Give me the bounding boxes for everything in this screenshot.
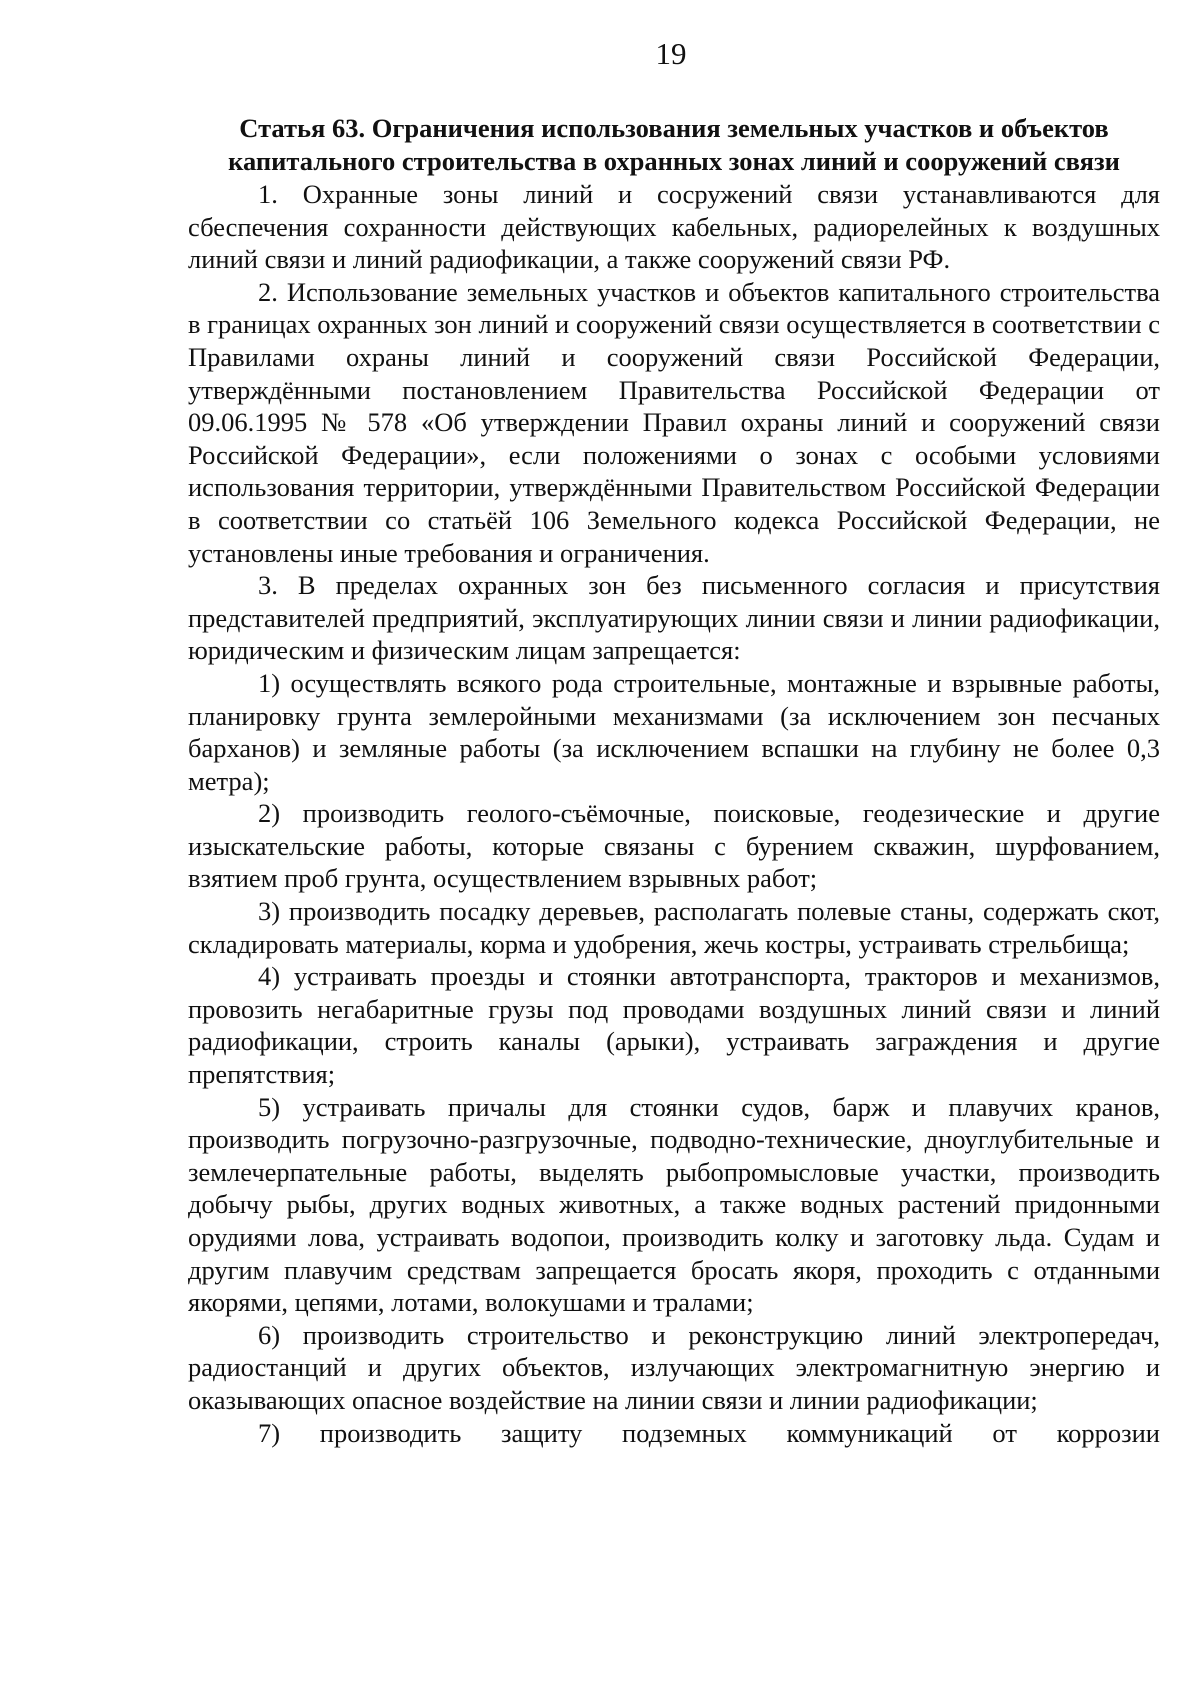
- article-title: [188, 112, 1160, 178]
- list-item-2: 2) производить геолого-съёмочные, поисковые, геодезические и другие изыскательские работы, которые связаны с бурением скважин, шурфованием, взятием проб грунта, осуществлением взрывных работ;: [188, 798, 1160, 894]
- list-item-1: 1) осуществлять всякого рода строительные, монтажные и взрывные работы, планировку грунта землеройными механизмами (за исключением зон песчаных барханов) и земляные работы (за исключением вспашки на глубину не более 0,3 метра);: [188, 667, 1160, 796]
- list-item-3: 3) производить посадку деревьев, располагать полевые станы, содержать скот, складировать материалы, корма и удобрения, жечь костры, устраивать стрельбища;: [188, 896, 1160, 959]
- list-item-6: 6) производить строительство и реконструкцию линий электропередач, радиостанций и других объектов, излучающих электромагнитную энергию и оказывающих опасное воздействие на линии связи и линии радиофикации;: [188, 1319, 1160, 1415]
- article-title-line-1: Статья 63. Ограничения использования земельных участков и объектов: [239, 113, 1109, 143]
- list-item-7: 7) производить защиту подземных коммуникаций от коррозии: [258, 1417, 1160, 1448]
- paragraph-1: 1. Охранные зоны линий и сосружений связи устанавливаются для сбеспечения сохранности действующих кабельных, радиорелейных к воздушных линий связи и линий радиофикации, а также сооружений связи РФ.: [188, 179, 1160, 275]
- list-item-4: 4) устраивать проезды и стоянки автотранспорта, тракторов и механизмов, провозить негабаритные грузы под проводами воздушных линий связи и линий радиофикации, строить каналы (арыки), устраивать заграждения и другие препятствия;: [188, 961, 1160, 1090]
- article-body: [188, 112, 1160, 1449]
- paragraph-3: 3. В пределах охранных зон без письменного согласия и присутствия представителей предприятий, эксплуатирующих линии связи и линии радиофикации, юридическим и физическим лицам запрещается:: [188, 570, 1160, 666]
- article-title-line-2: капитального строительства в охранных зонах линий и сооружений связи: [228, 146, 1120, 176]
- list-item-5: 5) устраивать причалы для стоянки судов, барж и плавучих кранов, производить погрузочно-разгрузочные, подводно-технические, дноуглубительные и землечерпательные работы, выделять рыбопромысловые участки, производить добычу рыбы, других водных животных, а также водных растений придонными орудиями лова, устраивать водопои, производить колку и заготовку льда. Судам и другим плавучим средствам запрещается бросать якоря, проходить с отданными якорями, цепями, лотами, волокушами и тралами;: [188, 1091, 1160, 1318]
- paragraph-2: 2. Использование земельных участков и объектов капитального строительства в границах охранных зон линий и сооружений связи осуществляется в соответствии с Правилами охраны линий и сооружений связи Российской Федерации, утверждёнными постановлением Правительства Российской Федерации от 09.06.1995 № 578 «Об утверждении Правил охраны линий и сооружений связи Российской Федерации», если положениями о зонах с особыми условиями использования территории, утверждёнными Правительством Российской Федерации в соответствии со статьёй 106 Земельного кодекса Российской Федерации, не установлены иные требования и ограничения.: [188, 276, 1161, 568]
- page-number: 19: [655, 36, 687, 71]
